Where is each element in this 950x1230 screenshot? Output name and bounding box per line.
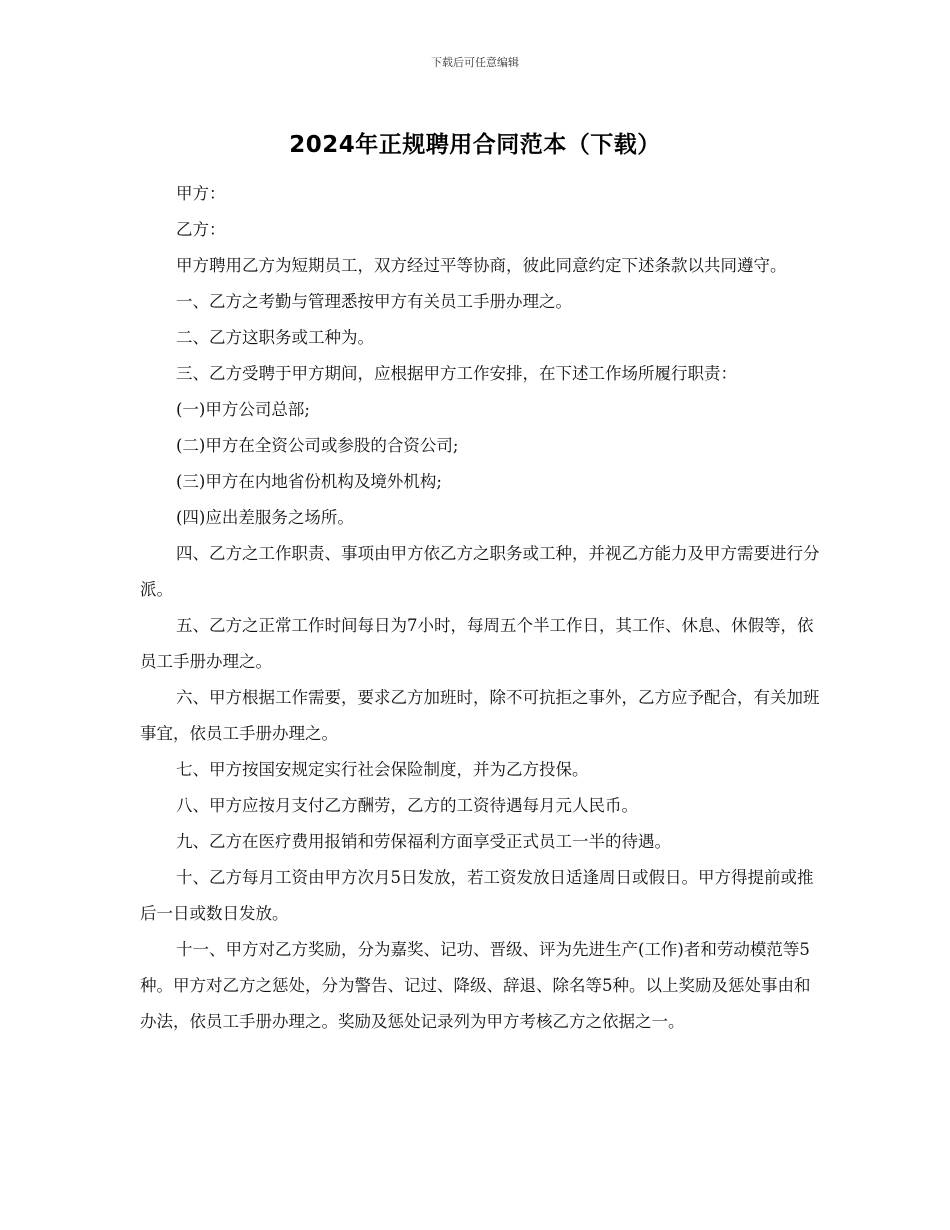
paragraph-preamble: 甲方聘用乙方为短期员工，双方经过平等协商，彼此同意约定下述条款以共同遵守。 <box>176 256 787 275</box>
paragraph-item-4: (四)应出差服务之场所。 <box>176 508 354 527</box>
paragraph-party-a: 甲方： <box>176 184 226 203</box>
paragraph-clause-4: 四、乙方之工作职责、事项由甲方依乙方之职务或工种，并视乙方能力及甲方需要进行分派。 <box>140 544 820 599</box>
paragraph-item-2: (二)甲方在全资公司或参股的合资公司; <box>176 436 459 455</box>
paragraph-item-3: (三)甲方在内地省份机构及境外机构; <box>176 472 442 491</box>
paragraph-clause-7: 七、甲方按国安规定实行社会保险制度，并为乙方投保。 <box>176 760 589 779</box>
paragraph-party-b: 乙方： <box>176 220 226 239</box>
paragraph-item-1: (一)甲方公司总部; <box>176 400 310 419</box>
header-note: 下载后可任意编辑 <box>431 56 519 69</box>
document-body <box>140 176 824 1040</box>
paragraph-clause-8: 八、甲方应按月支付乙方酬劳，乙方的工资待遇每月元人民币。 <box>176 796 638 815</box>
paragraph-clause-9: 九、乙方在医疗费用报销和劳保福利方面享受正式员工一半的待遇。 <box>176 832 671 851</box>
paragraph-clause-2: 二、乙方这职务或工种为。 <box>176 328 374 347</box>
paragraph-clause-6: 六、甲方根据工作需要，要求乙方加班时，除不可抗拒之事外，乙方应予配合，有关加班事宜，依员工手册办理之。 <box>140 688 820 743</box>
paragraph-clause-3: 三、乙方受聘于甲方期间，应根据甲方工作安排，在下述工作场所履行职责： <box>176 364 737 383</box>
document-title: 2024年正规聘用合同范本（下载） <box>289 132 661 158</box>
paragraph-clause-5: 五、乙方之正常工作时间每日为7小时，每周五个半工作日，其工作、休息、休假等，依员工手册办理之。 <box>140 616 814 671</box>
paragraph-clause-10: 十、乙方每月工资由甲方次月5日发放，若工资发放日适逢周日或假日。甲方得提前或推后一日或数日发放。 <box>140 868 814 923</box>
paragraph-clause-1: 一、乙方之考勤与管理悉按甲方有关员工手册办理之。 <box>176 292 572 311</box>
paragraph-clause-11: 十一、甲方对乙方奖励，分为嘉奖、记功、晋级、评为先进生产(工作)者和劳动模范等5种。甲方对乙方之惩处，分为警告、记过、降级、辞退、除名等5种。以上奖励及惩处事由和办法，依员工手册办理之。奖励及惩处记录列为甲方考核乙方之依据之一。 <box>140 940 811 1031</box>
